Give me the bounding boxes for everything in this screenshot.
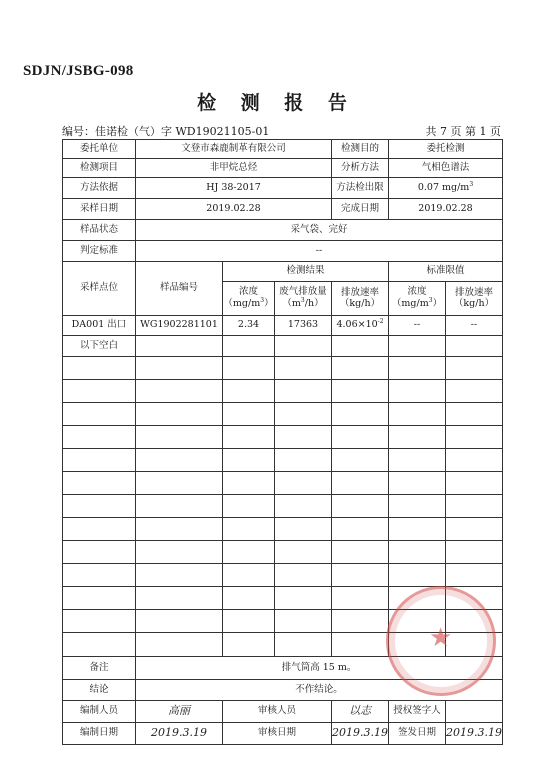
point-cell: DA001 出口	[63, 316, 136, 336]
result-header: 检测结果	[223, 262, 389, 282]
document-code: SDJN/JSBG-098	[23, 63, 134, 79]
row-basis	[63, 178, 503, 199]
conclusion-value: 不作结论。	[136, 680, 503, 701]
method-value: 气相色谱法	[389, 159, 503, 178]
approver-label: 授权签字人	[389, 701, 446, 723]
issue-date-label: 签发日期	[389, 723, 446, 745]
sample-date-label: 采样日期	[63, 199, 136, 220]
approver-signature	[446, 701, 503, 723]
row-client	[63, 140, 503, 159]
method-label: 分析方法	[332, 159, 389, 178]
report-title: 检 测 报 告	[197, 92, 356, 114]
client-label: 委托单位	[63, 140, 136, 159]
limit-value: 0.07 $mg/m^3$	[389, 178, 503, 199]
conc-cell: 2.34	[223, 316, 275, 336]
client-value: 文登市森鹿制革有限公司	[136, 140, 332, 159]
standard-value: --	[136, 241, 503, 262]
rate-header: 排放速率 （kg/h）	[332, 282, 389, 316]
purpose-label: 检测目的	[332, 140, 389, 159]
conclusion-label: 结论	[63, 680, 136, 701]
review-date: 2019.3.19	[332, 723, 389, 745]
table-row	[63, 495, 503, 518]
item-label: 检测项目	[63, 159, 136, 178]
sample-state-value: 采气袋、完好	[136, 220, 503, 241]
blank-note: 以下空白	[63, 336, 136, 357]
table-row	[63, 472, 503, 495]
sample-state-label: 样品状态	[63, 220, 136, 241]
purpose-value: 委托检测	[389, 140, 503, 159]
table-row	[63, 403, 503, 426]
sample-no-header: 样品编号	[136, 262, 223, 316]
sample-no-cell: WG1902281101	[136, 316, 223, 336]
seal-star-icon: ★	[429, 623, 453, 653]
row-conclusion	[63, 680, 503, 701]
flow-cell: 17363	[275, 316, 332, 336]
remark-value: 排气筒高 15 m。	[136, 657, 503, 680]
review-date-label: 审核日期	[223, 723, 332, 745]
point-header: 采样点位	[63, 262, 136, 316]
author-label: 编制人员	[63, 701, 136, 723]
item-value: 非甲烷总烃	[136, 159, 332, 178]
limit-rate-cell: --	[446, 316, 503, 336]
results-header-row-1	[63, 262, 503, 282]
page-number: 共 7 页 第 1 页	[425, 125, 501, 138]
issue-date: 2019.3.19	[446, 723, 503, 745]
table-row	[63, 610, 503, 633]
table-row	[63, 633, 503, 657]
reviewer-label: 审核人员	[223, 701, 332, 723]
finish-date-value: 2019.02.28	[389, 199, 503, 220]
row-remark	[63, 657, 503, 680]
limit-rate-header: 排放速率 （kg/h）	[446, 282, 503, 316]
row-signers	[63, 701, 503, 723]
author-signature: 高丽	[136, 701, 223, 723]
flow-header: 废气排放量 $(m^3/h)$	[275, 282, 332, 316]
limit-label: 方法检出限	[332, 178, 389, 199]
row-sample-state	[63, 220, 503, 241]
limit-header: 标准限值	[389, 262, 503, 282]
row-dates-footer	[63, 723, 503, 745]
rate-cell: $4.06\times 10^{-2}$	[332, 316, 389, 336]
author-date: 2019.3.19	[136, 723, 223, 745]
report-number: 编号：佳诺检（气）字 WD19021105-01	[62, 125, 270, 138]
standard-label: 判定标准	[63, 241, 136, 262]
table-row	[63, 316, 503, 336]
table-row	[63, 564, 503, 587]
finish-date-label: 完成日期	[332, 199, 389, 220]
table-row	[63, 541, 503, 564]
sample-date-value: 2019.02.28	[136, 199, 332, 220]
basis-value: HJ 38-2017	[136, 178, 332, 199]
row-item	[63, 159, 503, 178]
table-row	[63, 426, 503, 449]
basis-label: 方法依据	[63, 178, 136, 199]
table-row	[63, 357, 503, 380]
remark-label: 备注	[63, 657, 136, 680]
table-row	[63, 587, 503, 610]
conc-header: 浓度 $(mg/m^3)$	[223, 282, 275, 316]
table-row	[63, 336, 503, 357]
table-row	[63, 449, 503, 472]
report-table	[62, 139, 503, 745]
table-row	[63, 380, 503, 403]
limit-conc-header: 浓度 $(mg/m^3)$	[389, 282, 446, 316]
reviewer-signature: 以志	[332, 701, 389, 723]
table-row	[63, 518, 503, 541]
row-dates	[63, 199, 503, 220]
author-date-label: 编制日期	[63, 723, 136, 745]
limit-conc-cell: --	[389, 316, 446, 336]
row-standard	[63, 241, 503, 262]
